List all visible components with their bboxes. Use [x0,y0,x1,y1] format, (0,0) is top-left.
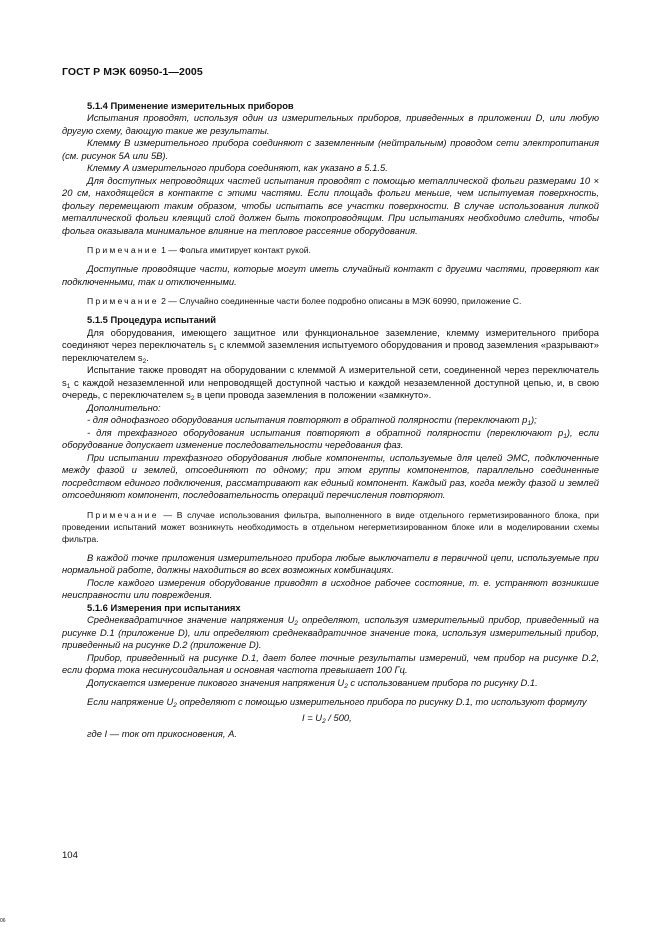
text-run: с каждой незаземленной или непроводящей доступной частью и каждой незаземленной доступной цепью, и, в свою очередь, с переключателем s [62,376,599,401]
paragraph: При испытании трехфазного оборудования любые компоненты, используемые для целей ЭМС, подключенные между фазой и землей, отсоединяют по одному; при этом группы компонентов, параллельно соединенные посредством единого подключения, рассматривают как единый компонент. Каждый раз, когда между фазой и землей отсоединяют компонент, последовательность операций перечисления повторяют. [62,451,599,501]
paragraph: После каждого измерения оборудование приводят в исходное рабочее состояние, т. е. устраняют возникшие неисправности или повреждения. [62,576,599,601]
paragraph: В каждой точке приложения измерительного прибора любые выключатели в первичной цепи, используемые при нормальной работе, должны находиться во всех возможных комбинациях. [62,551,599,576]
paragraph: Дополнительно: [87,401,161,413]
subscript: 1 [563,432,567,440]
note [62,295,599,307]
paragraph [62,327,599,365]
text-run: с использованием прибора по рисунку D.1. [347,676,538,688]
note [62,509,599,545]
paragraph: Доступные проводящие части, которые могут иметь случайный контакт с другими частями, проверяют как подключенными, так и отключенными. [62,263,599,287]
text-run: ); [531,414,537,426]
paragraph: где I — ток от прикосновения, А. [87,728,237,740]
paragraph [62,696,599,709]
text-run: Допускается измерение пикового значения напряжения U [87,676,345,688]
edge-mark: 06 [0,918,6,924]
paragraph: Клемму А измерительного прибора соединяют, как указано в 5.1.5. [87,162,388,174]
paragraph [62,614,599,652]
text-run: в цепи провода заземления в положении «замкнуто». [194,389,432,401]
document-header: ГОСТ Р МЭК 60950-1—2005 [62,66,203,78]
formula [62,712,599,725]
text-run: с клеммой заземления испытуемого оборудования и провод заземления «разрывают» переключателем s [62,339,599,363]
note-label: Примечание [87,509,159,520]
subscript: 2 [322,717,326,725]
paragraph: Клемму В измерительного прибора соединяют с заземленным (нейтральным) проводом сети электропитания (см. рисунок 5А или 5В). [62,137,599,161]
subscript: 2 [344,682,348,690]
note-text: 1 — Фольга имитирует контакт рукой. [158,245,311,256]
text-run: ), если оборудование допускает изменение последовательности чередования фаз. [62,426,599,451]
text-run: определяют, используя измерительный прибор, приведенный на рисунке D.1 (приложение D), или определяют среднеквадратичное значение тока, используя измерительный прибор, приведенный на рисунке D.2 (приложение D). [62,614,599,651]
text-run: Для оборудования, имеющего защитное или функциональное заземление, клемму измерительного прибора соединяют через переключатель s [62,326,599,351]
page-number: 104 [62,850,78,861]
text-run: - для однофазного оборудования испытания повторяют в обратной полярности (переключают p [87,414,528,426]
paragraph [62,364,599,402]
paragraph: Прибор, приведенный на рисунке D.1, дает более точные результаты измерений, чем прибор на рисунке D.2, если форма тока несинусоидальная и основная частота превышает 100 Гц. [62,651,599,676]
subscript: 1 [213,345,217,353]
paragraph [62,677,599,690]
text-run: I = U [302,711,323,723]
subscript: 2 [173,702,177,710]
list-item [62,427,599,452]
text-run: - для трехфазного оборудования испытания повторяют в обратной полярности (переключают p [87,426,564,438]
paragraph: Для доступных непроводящих частей испытания проводят с помощью металлической фольги размерами 10 × 20 см, находящейся в контакте с этими частями. Если площадь фольги меньше, чем испытуемая поверхность, фольгу перемещают таким образом, чтобы испытать все участки поверхности. В случае использования липкой металлической фольги клеящий слой должен быть токопроводящим. При испытаниях необходимо следить, чтобы фольга оказывала минимальное влияние на тепловое рассеяние оборудования. [62,174,599,236]
text-run: . [146,351,149,363]
text-run: определяют с помощью измерительного прибора по рисунку D.1, то используют формулу [176,696,587,708]
note-label: Примечание [87,296,159,307]
note-text: — В случае использования фильтра, выполненного в виде отдельного герметизированного блока, при проведении испытаний может возникнуть необходимость в отдельном негерметизированном блоке или в моделировании схемы фильтра. [62,509,599,544]
text-run: Испытание также проводят на оборудовании с клеммой А измерительной сети, соединенной через переключатель s [62,364,599,388]
text-run: / 500, [325,711,352,723]
list-item [62,414,599,427]
document-page [62,66,599,741]
subscript: 1 [527,420,531,428]
section-title-5-1-5: 5.1.5 Процедура испытаний [87,314,216,326]
text-run: Среднеквадратичное значение напряжения U [87,614,295,626]
note-text: 2 — Случайно соединенные части более подробно описаны в МЭК 60990, приложение С. [158,296,522,307]
paragraph: Испытания проводят, используя один из измерительных приборов, приведенных в приложении D, или любую другую схему, дающую такие же результаты. [62,112,599,136]
subscript: 2 [190,395,195,403]
note [62,244,599,256]
section-title-5-1-6: 5.1.6 Измерения при испытаниях [87,601,241,613]
subscript: 2 [142,357,147,365]
section-title-5-1-4: 5.1.4 Применение измерительных приборов [87,100,294,111]
subscript: 1 [66,382,71,390]
note-label: Примечание [87,245,159,256]
text-run: Если напряжение U [87,696,174,708]
subscript: 2 [294,620,298,628]
